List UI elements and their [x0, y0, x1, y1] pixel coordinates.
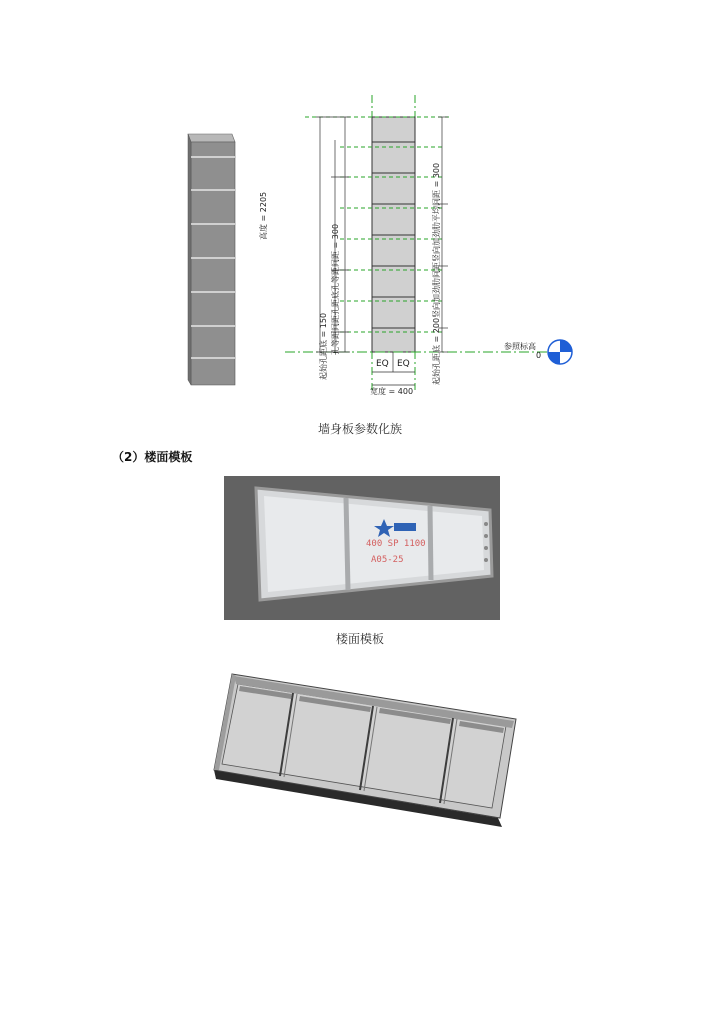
- floor-formwork-photo: [224, 476, 500, 620]
- width-dimension-label: 宽度 = 400: [370, 387, 414, 396]
- wall-panel-3d-view: [188, 134, 235, 385]
- figure-wall-panel: [180, 90, 580, 410]
- photo-stamp-line2: A05-25: [371, 555, 404, 565]
- hole-spacing-label: 孔等距间距孔距底孔等距间距 = 300: [331, 223, 340, 355]
- eq-right-label: EQ: [397, 359, 410, 369]
- stiffener-spacing-label: 起始孔距底 = 200竖向加劲肋间距竖向加劲肋平均间距 = 300: [432, 162, 441, 385]
- photo-stamp-line1: 400 SP 1100: [366, 539, 426, 549]
- reference-level-icon: [548, 340, 572, 364]
- formwork-model-drawing: [210, 670, 525, 830]
- figure2-caption: 楼面模板: [336, 632, 385, 646]
- section-heading: （2）楼面模板: [112, 450, 193, 464]
- height-dimension-label: 高度 = 2205: [259, 191, 268, 240]
- figure1-caption: 墙身板参数化族: [318, 422, 403, 436]
- photo-drawing: [224, 476, 500, 620]
- eq-left-label: EQ: [376, 359, 389, 369]
- floor-formwork-3d-model: [210, 670, 525, 830]
- start-hole-label: 起始孔距底 = 150: [319, 312, 328, 380]
- reference-level-label: 参照标高: [504, 342, 536, 351]
- reference-level-value: 0: [536, 351, 542, 360]
